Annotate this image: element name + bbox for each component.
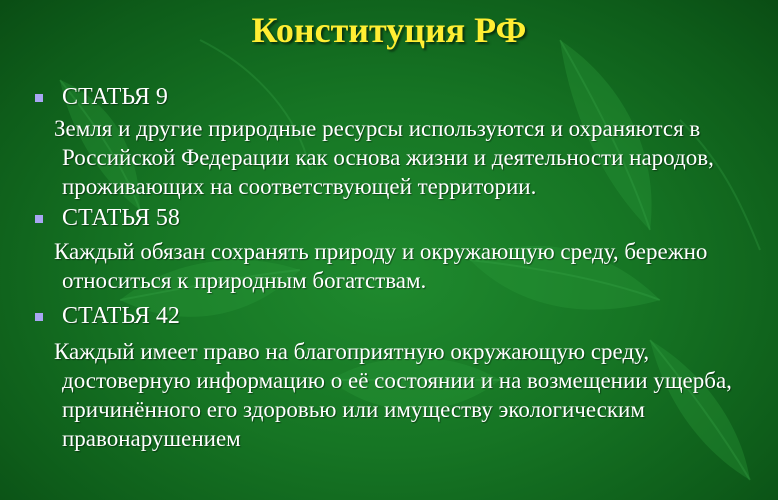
slide-title: Конституция РФ [251,10,527,50]
article-9-heading [32,82,752,112]
article-heading-label: СТАТЬЯ 9 [62,84,168,110]
square-bullet-icon [35,215,43,223]
article-42-text: Каждый имеет право на благоприятную окружающую среду, достоверную информацию о её состоянии и на возмещении ущерба, причинённого его здоровью или имуществу экологическим правонарушением [54,339,732,451]
articles-list [32,82,752,453]
square-bullet-icon [35,94,43,102]
article-42-heading [32,301,752,331]
article-58-heading [32,203,752,233]
article-58-text: Каждый обязан сохранять природу и окружающую среду, бережно относиться к природным богатствам. [54,239,708,293]
article-9-text: Земля и другие природные ресурсы используются и охраняются в Российской Федерации как основа жизни и деятельности народов, проживающих на соответствующей территории. [54,116,714,199]
article-heading-label: СТАТЬЯ 58 [62,205,180,231]
article-heading-label: СТАТЬЯ 42 [62,303,180,329]
square-bullet-icon [35,313,43,321]
